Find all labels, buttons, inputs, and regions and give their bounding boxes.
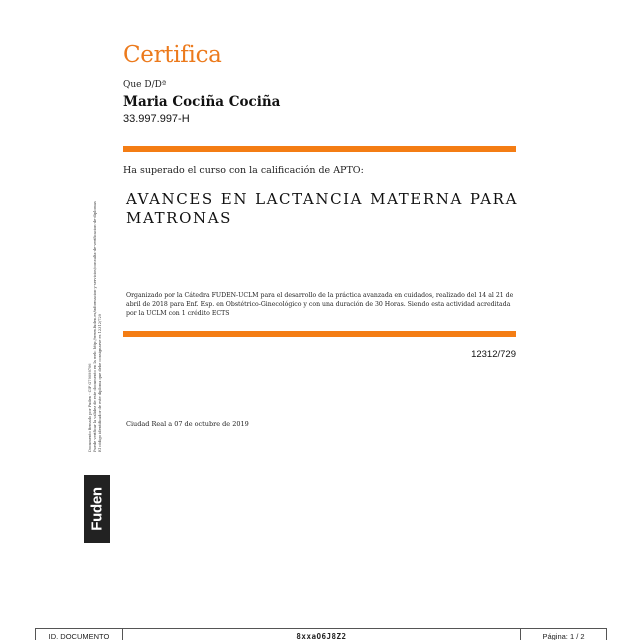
result-text: Ha superado el curso con la calificación de APTO:	[123, 165, 364, 176]
course-title: AVANCES EN LACTANCIA MATERNA PARA MATRONAS	[126, 190, 518, 227]
page-indicator: Página: 1 / 2	[520, 629, 606, 640]
organization-text: Organizado por la Cátedra FUDEN-UCLM para el desarrollo de la práctica avanzada en cuidados, realizado del 14 al 21 de abril de 2018 para Enf. Esp. en Obstétrico-Ginecológico y con una duración de 30 Horas. Siendo esta actividad acreditada por la UCLM con 1 crédito ECTS	[126, 292, 514, 317]
fuden-logo	[84, 475, 110, 543]
divider-bar-top	[123, 146, 516, 152]
side-note-line-1: Documento firmado por Fuden - CIF G79098706	[88, 363, 92, 452]
document-footer	[35, 628, 607, 640]
divider-bar-bottom	[123, 331, 516, 337]
recipient-prefix: Que D/Dª	[123, 80, 167, 90]
recipient-name: Maria Cociña Cociña	[123, 94, 281, 110]
certificate-title: Certifica	[123, 42, 222, 68]
side-verification-note	[88, 132, 102, 452]
side-note-line-2: Puede verificar la validez de este documento en la web: http://www.fuden.es/informacion-y-servicios/consulta-de-verificacion-de-diplomas	[92, 201, 97, 452]
recipient-id: 33.997.997-H	[123, 113, 190, 125]
document-id-value: 8xxaO6J8Z2	[296, 631, 347, 640]
place-date: Ciudad Real a 07 de octubre de 2019	[126, 420, 249, 428]
side-note-line-3: El código identificador de este diploma que debe consignarse es 12312/729	[97, 313, 102, 452]
document-id-label: ID. DOCUMENTO	[36, 629, 123, 640]
logo-text: Fuden	[88, 487, 106, 531]
registration-code: 12312/729	[471, 349, 516, 360]
